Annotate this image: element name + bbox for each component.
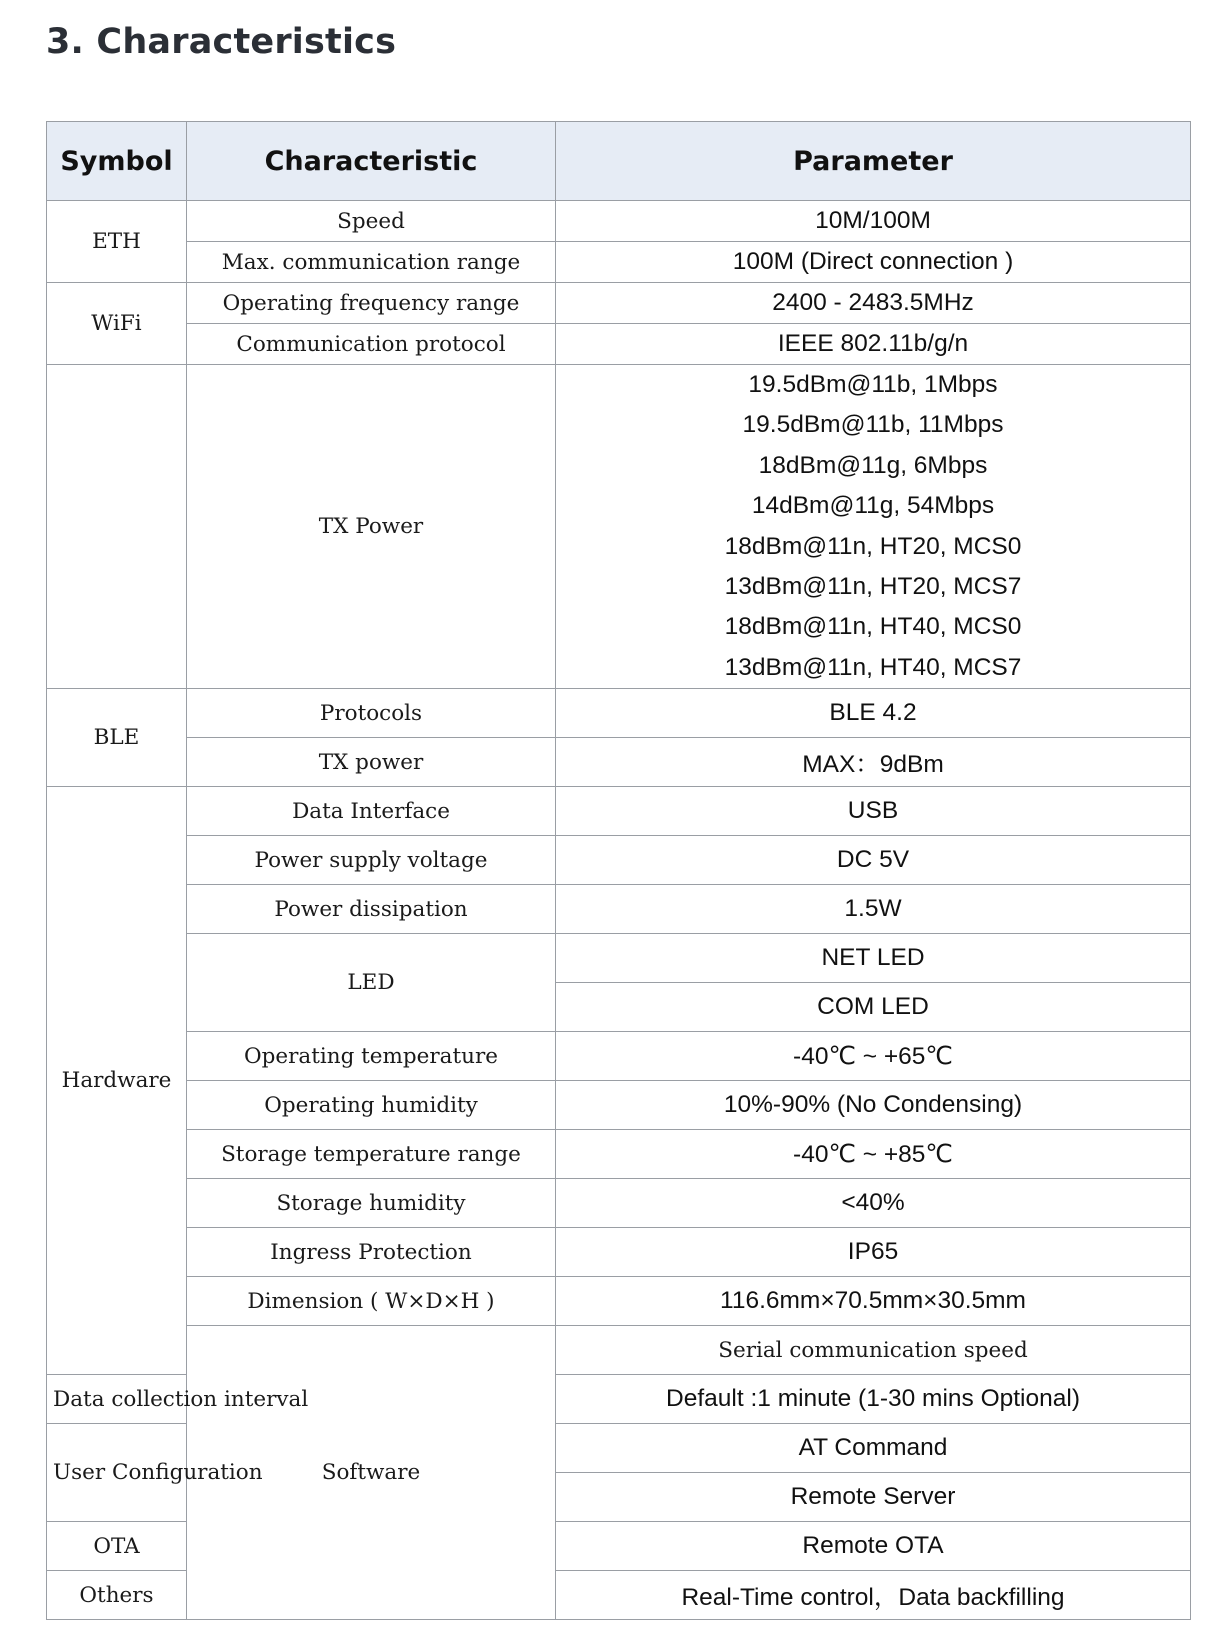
characteristic-serial: Serial communication speed [556, 1326, 1191, 1375]
parameter-ota: Remote OTA [556, 1522, 1191, 1571]
table-row [47, 1130, 1191, 1179]
characteristic-protocols: Protocols [187, 689, 556, 738]
parameter-others: Real-Time control，Data backfilling [556, 1571, 1191, 1620]
symbol-eth: ETH [47, 201, 187, 283]
characteristic-config: User Configuration [47, 1424, 187, 1522]
parameter-protocols: BLE 4.2 [556, 689, 1191, 738]
characteristic-ota: OTA [47, 1522, 187, 1571]
parameter-interface: USB [556, 787, 1191, 836]
table-row [47, 283, 1191, 324]
symbol-ble: BLE [47, 689, 187, 787]
table-row [47, 1032, 1191, 1081]
characteristic-st-humidity: Storage humidity [187, 1179, 556, 1228]
parameter-tx-power-list [556, 365, 1191, 689]
table-row [47, 1277, 1191, 1326]
tx-power-value: 13dBm@11n, HT40, MCS7 [724, 653, 1022, 681]
characteristic-others: Others [47, 1571, 187, 1620]
parameter-st-temp: -40℃ ~ +85℃ [556, 1130, 1191, 1179]
characteristic-ble-tx: TX power [187, 738, 556, 787]
page-title: 3. Characteristics [46, 22, 397, 62]
symbol-wifi: WiFi [47, 283, 187, 365]
table-row [47, 1326, 1191, 1375]
characteristic-led: LED [187, 934, 556, 1032]
characteristic-interface: Data Interface [187, 787, 556, 836]
table-row [47, 787, 1191, 836]
parameter-dissipation: 1.5W [556, 885, 1191, 934]
parameter-interval: Default :1 minute (1-30 mins Optional) [556, 1375, 1191, 1424]
symbol-empty [47, 365, 187, 689]
table-row [47, 1179, 1191, 1228]
characteristics-table [46, 121, 1191, 1620]
parameter-config-at: AT Command [556, 1424, 1191, 1473]
table-row [47, 242, 1191, 283]
characteristic-st-temp: Storage temperature range [187, 1130, 556, 1179]
table-header-row [47, 122, 1191, 201]
characteristic-dissipation: Power dissipation [187, 885, 556, 934]
parameter-ingress: IP65 [556, 1228, 1191, 1277]
parameter-ble-tx: MAX：9dBm [556, 738, 1191, 787]
table-row [47, 689, 1191, 738]
parameter-op-temp: -40℃ ~ +65℃ [556, 1032, 1191, 1081]
characteristic-protocol: Communication protocol [187, 324, 556, 365]
characteristic-interval: Data collection interval [47, 1375, 187, 1424]
parameter-led-com: COM LED [556, 983, 1191, 1032]
parameter-dimension: 116.6mm×70.5mm×30.5mm [556, 1277, 1191, 1326]
tx-power-value: 19.5dBm@11b, 11Mbps [742, 411, 1004, 439]
table-row [47, 324, 1191, 365]
table-row [47, 934, 1191, 983]
characteristic-frequency: Operating frequency range [187, 283, 556, 324]
tx-power-value: 13dBm@11n, HT20, MCS7 [724, 572, 1022, 600]
parameter-frequency: 2400 - 2483.5MHz [556, 283, 1191, 324]
characteristic-range: Max. communication range [187, 242, 556, 283]
parameter-st-humidity: <40% [556, 1179, 1191, 1228]
parameter-voltage: DC 5V [556, 836, 1191, 885]
parameter-protocol: IEEE 802.11b/g/n [556, 324, 1191, 365]
symbol-hardware: Hardware [47, 787, 187, 1375]
characteristic-speed: Speed [187, 201, 556, 242]
characteristic-op-humidity: Operating humidity [187, 1081, 556, 1130]
table-row [47, 738, 1191, 787]
tx-power-value: 18dBm@11n, HT40, MCS0 [724, 613, 1022, 641]
parameter-op-humidity: 10%-90% (No Condensing) [556, 1081, 1191, 1130]
table-row [47, 885, 1191, 934]
header-parameter: Parameter [556, 122, 1191, 201]
parameter-config-remote: Remote Server [556, 1473, 1191, 1522]
parameter-range: 100M (Direct connection ) [556, 242, 1191, 283]
tx-power-value: 19.5dBm@11b, 1Mbps [748, 371, 998, 398]
parameter-led-net: NET LED [556, 934, 1191, 983]
parameter-speed: 10M/100M [556, 201, 1191, 242]
tx-power-value: 18dBm@11n, HT20, MCS0 [724, 532, 1022, 560]
tx-power-value: 14dBm@11g, 54Mbps [751, 492, 995, 520]
characteristic-op-temp: Operating temperature [187, 1032, 556, 1081]
table-row [47, 365, 1191, 689]
characteristic-dimension: Dimension ( W×D×H ) [187, 1277, 556, 1326]
table-row [47, 1228, 1191, 1277]
tx-power-value: 18dBm@11g, 6Mbps [758, 451, 988, 479]
header-symbol: Symbol [47, 122, 187, 201]
table-row [47, 1081, 1191, 1130]
table-row [47, 201, 1191, 242]
table-row [47, 836, 1191, 885]
characteristic-ingress: Ingress Protection [187, 1228, 556, 1277]
characteristic-tx-power: TX Power [187, 365, 556, 689]
header-characteristic: Characteristic [187, 122, 556, 201]
symbol-software: Software [187, 1326, 556, 1620]
characteristic-voltage: Power supply voltage [187, 836, 556, 885]
